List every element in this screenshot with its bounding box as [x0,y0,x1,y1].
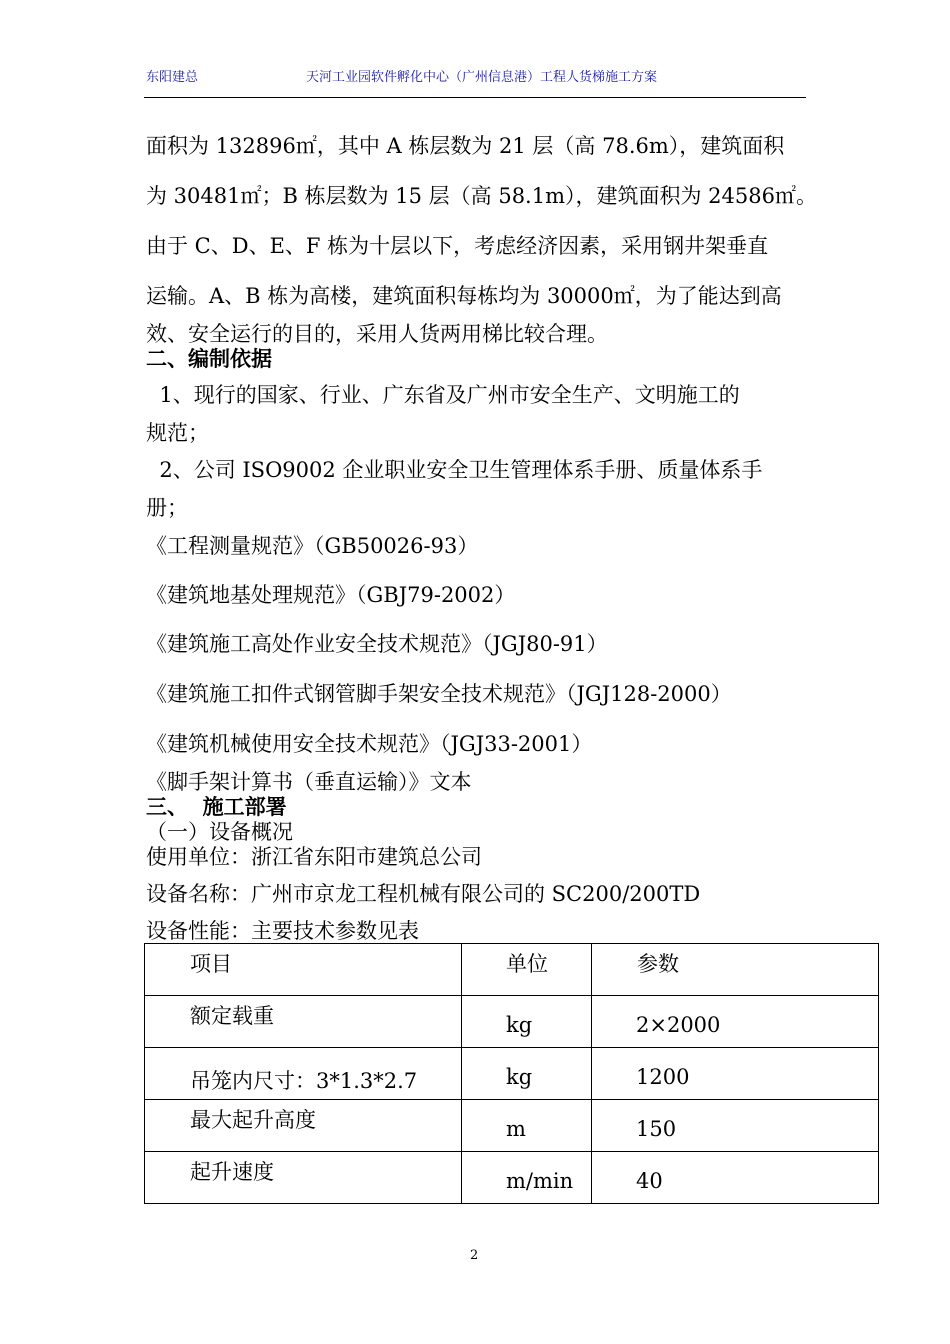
paragraph-line: 运输。A、B 栋为高楼，建筑面积每栋均为 30000㎡，为了能达到高 [146,284,782,308]
row-value: 2×2000 [636,1013,721,1037]
list-item: 规范； [146,421,209,445]
page-number: 2 [470,1248,479,1263]
row-item: 起升速度 [190,1160,274,1184]
row-unit: kg [506,1013,533,1037]
table-row [145,1152,879,1204]
section-heading: 二、编制依据 [146,346,272,371]
header-parameter: 参数 [637,952,679,976]
header-document-title: 天河工业园软件孵化中心（广州信息港）工程人货梯施工方案 [306,70,658,85]
user-unit-line: 使用单位：浙江省东阳市建筑总公司 [146,845,482,869]
header-divider [144,97,806,98]
parameter-table [144,943,879,1204]
row-value: 40 [636,1169,663,1193]
row-item: 吊笼内尺寸：3*1.3*2.7 [190,1069,418,1093]
row-value: 150 [636,1117,677,1141]
table-row [145,1048,879,1100]
paragraph-line: 面积为 132896㎡，其中 A 栋层数为 21 层（高 78.6m），建筑面积 [146,134,785,158]
list-item: 册； [146,496,188,520]
row-unit: m/min [506,1169,574,1193]
standard-reference: 《建筑施工扣件式钢管脚手架安全技术规范》（JGJ128-2000） [146,682,732,706]
subsection-heading: （一）设备概况 [146,820,293,844]
paragraph-line: 由于 C、D、E、F 栋为十层以下，考虑经济因素，采用钢井架垂直 [146,234,769,258]
row-item: 额定载重 [190,1004,274,1028]
list-item: 2、公司 ISO9002 企业职业安全卫生管理体系手册、质量体系手 [146,458,763,482]
standard-reference: 《建筑地基处理规范》（GBJ79-2002） [146,583,516,607]
table-row [145,1100,879,1152]
paragraph-line: 效、安全运行的目的，采用人货两用梯比较合理。 [146,322,608,346]
row-unit: kg [506,1065,533,1089]
row-value: 1200 [636,1065,690,1089]
list-item: 1、现行的国家、行业、广东省及广州市安全生产、文明施工的 [146,383,740,407]
header-company: 东阳建总 [146,70,199,85]
standard-reference: 《建筑机械使用安全技术规范》（JGJ33-2001） [146,732,593,756]
section-heading: 三、 施工部署 [146,794,287,819]
standard-reference: 《脚手架计算书（垂直运输）》文本 [146,770,472,794]
header-unit: 单位 [506,952,548,976]
table-row [145,996,879,1048]
row-unit: m [506,1117,526,1141]
equipment-name-line: 设备名称：广州市京龙工程机械有限公司的 SC200/200TD [146,882,701,906]
table-header-row [145,944,879,996]
row-item: 最大起升高度 [190,1108,316,1132]
paragraph-line: 为 30481㎡；B 栋层数为 15 层（高 58.1m），建筑面积为 24586㎡。 [146,184,817,208]
standard-reference: 《工程测量规范》（GB50026-93） [146,534,479,558]
header-item: 项目 [190,952,232,976]
standard-reference: 《建筑施工高处作业安全技术规范》（JGJ80-91） [146,632,608,656]
equipment-performance-line: 设备性能：主要技术参数见表 [146,919,419,943]
